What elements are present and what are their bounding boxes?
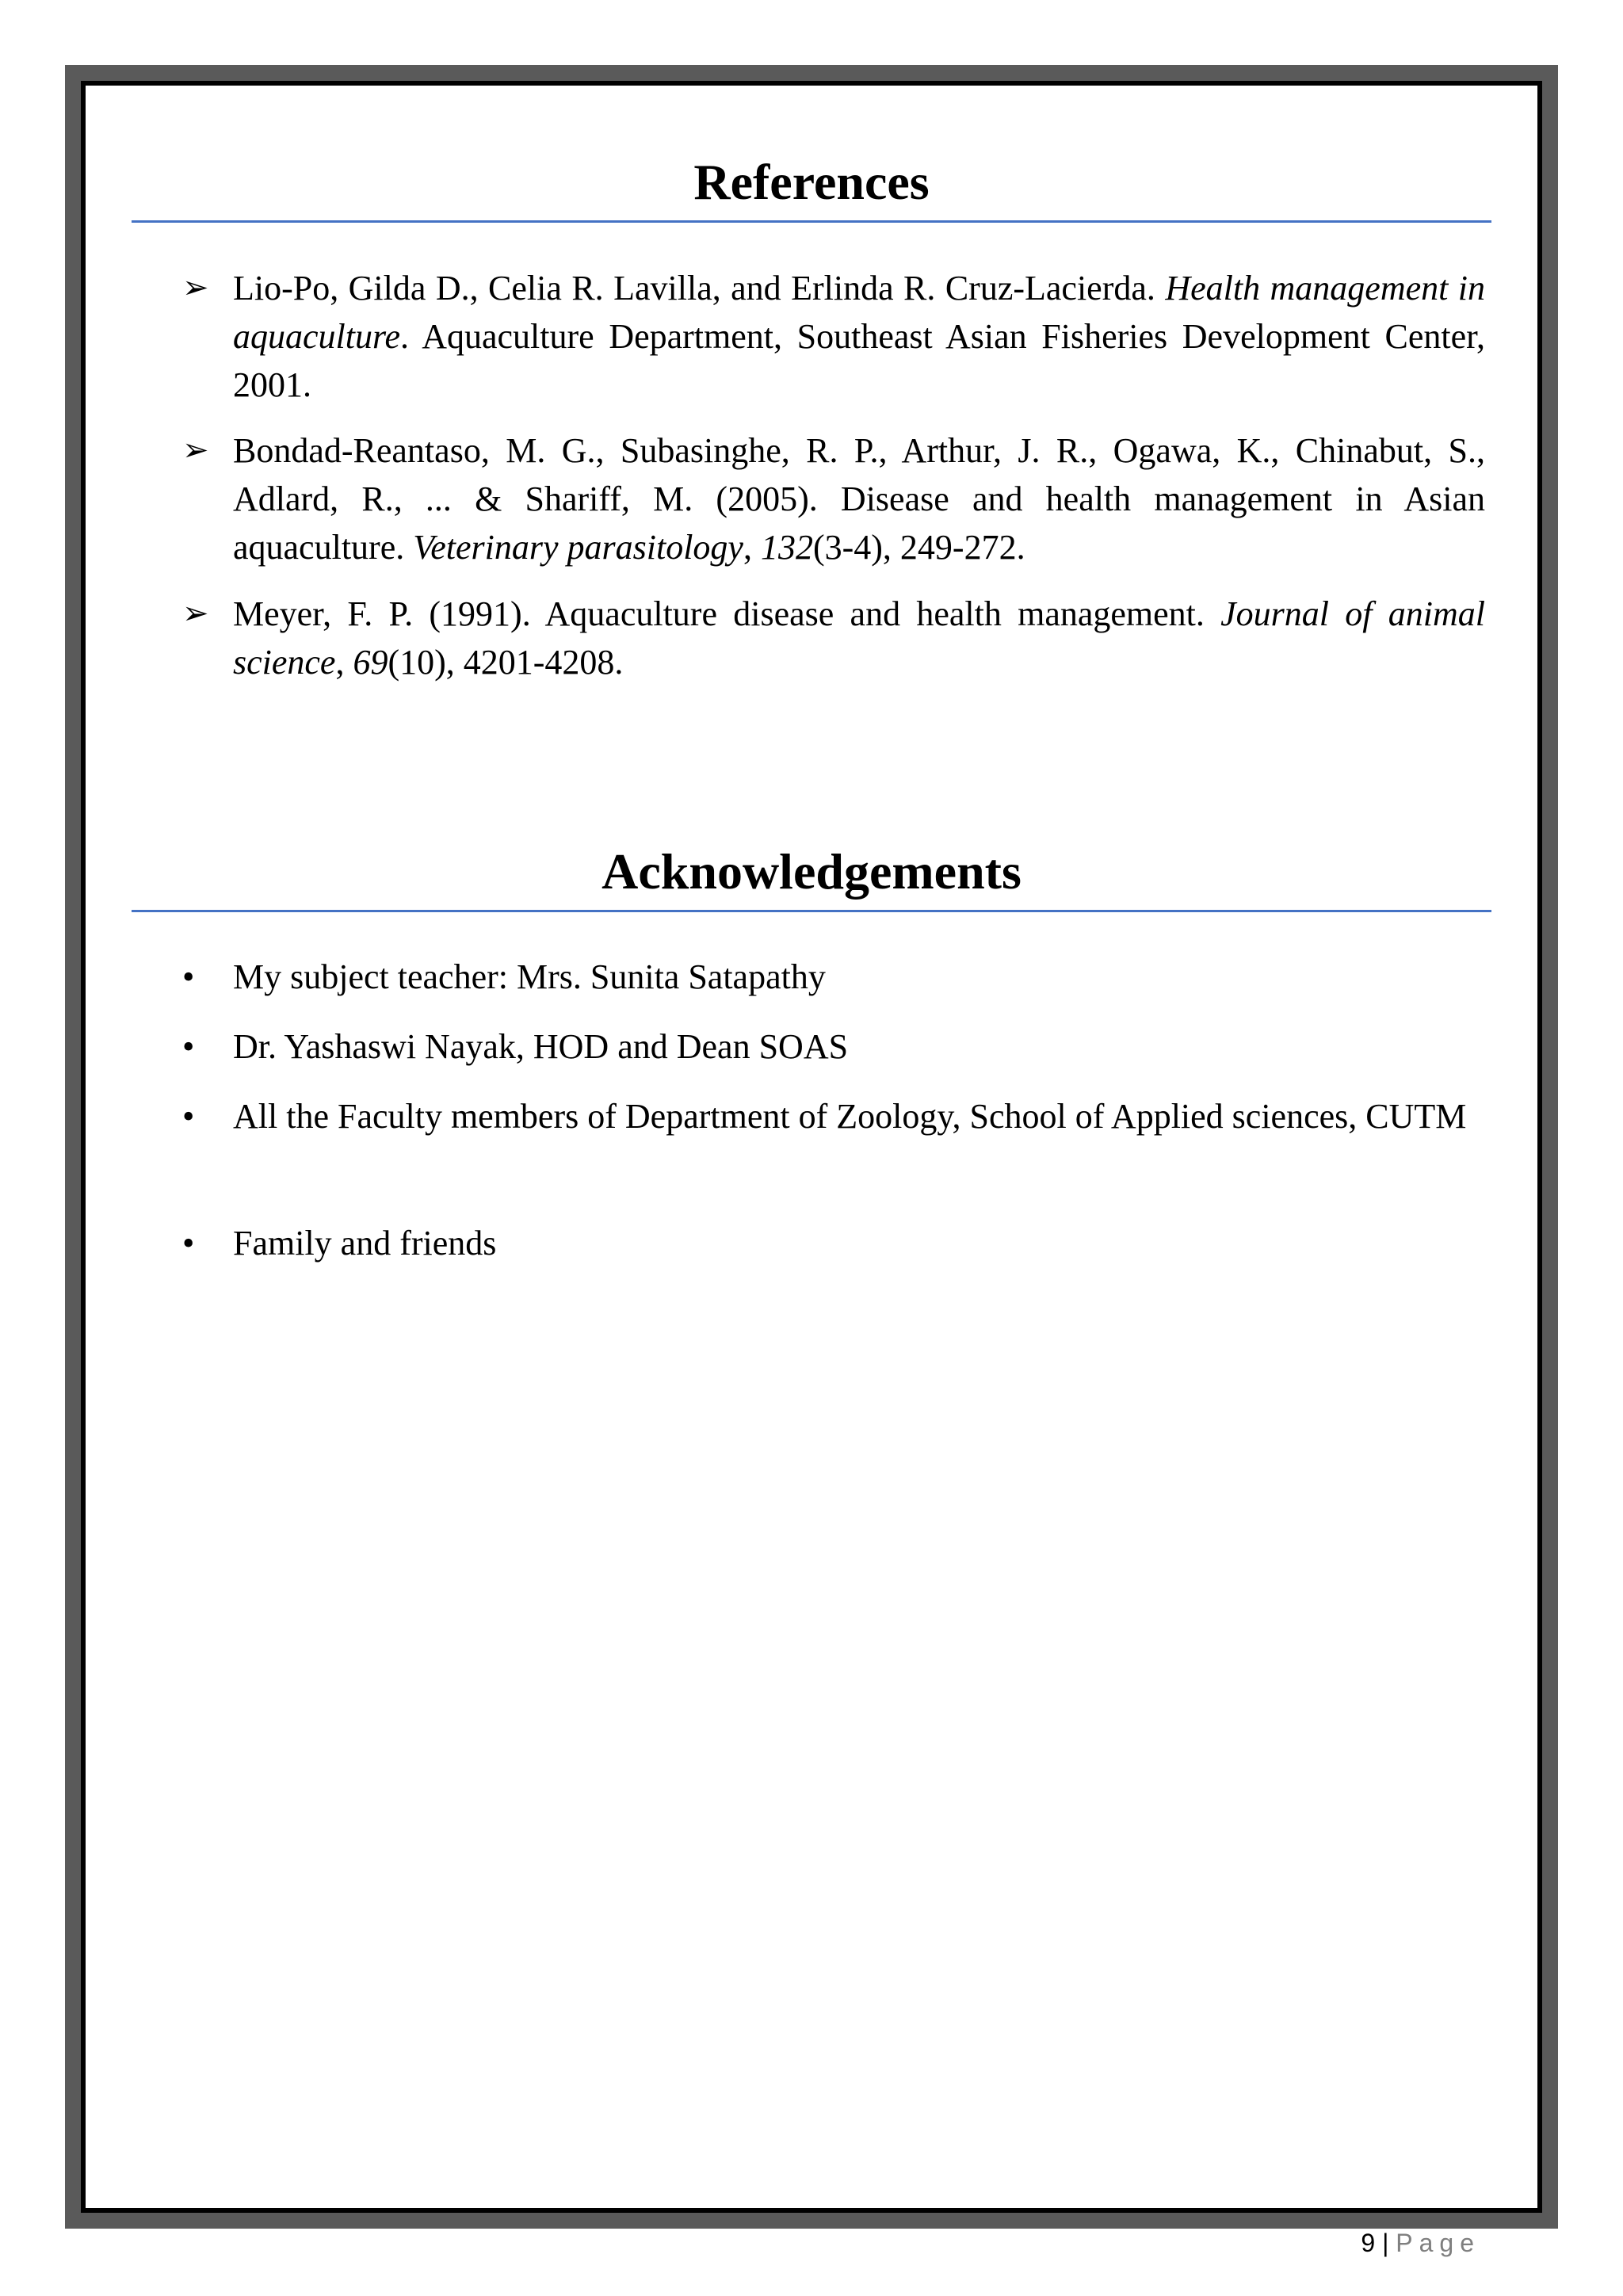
reference-3-pages: (10), 4201-4208. <box>388 643 624 682</box>
page-number: 9 <box>1361 2229 1376 2257</box>
bullet-icon: • <box>182 957 195 996</box>
bullet-icon: • <box>182 1027 195 1066</box>
acknowledgement-item-3: All the Faculty members of Department of Zoology, School of Applied sciences, CUTM <box>233 1097 1467 1136</box>
references-heading: References <box>693 154 930 210</box>
reference-1-title: Health management in aquaculture <box>233 269 1486 356</box>
reference-2-authors: Bondad-Reantaso, M. G., Subasinghe, R. P., Arthur, J. R., Ogawa, K., Chinabut, S., Adlard, R., ... & Shariff, M. (2005). Disease and health management in Asian aquaculture. <box>233 431 1485 567</box>
footer-page-label: Page <box>1396 2229 1480 2257</box>
arrow-bullet-icon: ➢ <box>182 432 209 468</box>
acknowledgements-heading: Acknowledgements <box>601 843 1022 900</box>
acknowledgement-item-2: Dr. Yashaswi Nayak, HOD and Dean SOAS <box>233 1027 849 1066</box>
acknowledgement-item-1: My subject teacher: Mrs. Sunita Satapathy <box>233 957 826 996</box>
reference-2-separator: , <box>743 528 761 567</box>
reference-3-authors: Meyer, F. P. (1991). Aquaculture disease and health management. <box>233 594 1221 633</box>
bullet-icon: • <box>182 1097 195 1136</box>
references-rule <box>132 220 1491 223</box>
reference-1-publisher: . Aquaculture Department, Southeast Asian Fisheries Development Center, 2001. <box>233 317 1485 404</box>
page-footer <box>1361 2227 1480 2259</box>
reference-2-pages: (3-4), 249-272. <box>812 528 1025 567</box>
arrow-bullet-icon: ➢ <box>182 269 209 306</box>
reference-3-separator: , <box>335 643 353 682</box>
bullet-icon: • <box>182 1224 195 1263</box>
arrow-bullet-icon: ➢ <box>182 595 209 632</box>
reference-2-volume: 132 <box>760 528 813 567</box>
reference-item-1 <box>233 264 1485 409</box>
reference-1-authors: Lio-Po, Gilda D., Celia R. Lavilla, and Erlinda R. Cruz-Lacierda. <box>233 269 1166 308</box>
reference-2-journal: Veterinary parasitology <box>413 528 743 567</box>
footer-separator: | <box>1382 2229 1389 2257</box>
reference-item-3 <box>233 590 1485 686</box>
reference-item-2 <box>233 426 1485 571</box>
reference-3-journal: Journal of animal science <box>233 594 1485 682</box>
reference-3-volume: 69 <box>353 643 388 682</box>
acknowledgements-rule <box>132 910 1491 912</box>
acknowledgement-item-4: Family and friends <box>233 1224 497 1263</box>
